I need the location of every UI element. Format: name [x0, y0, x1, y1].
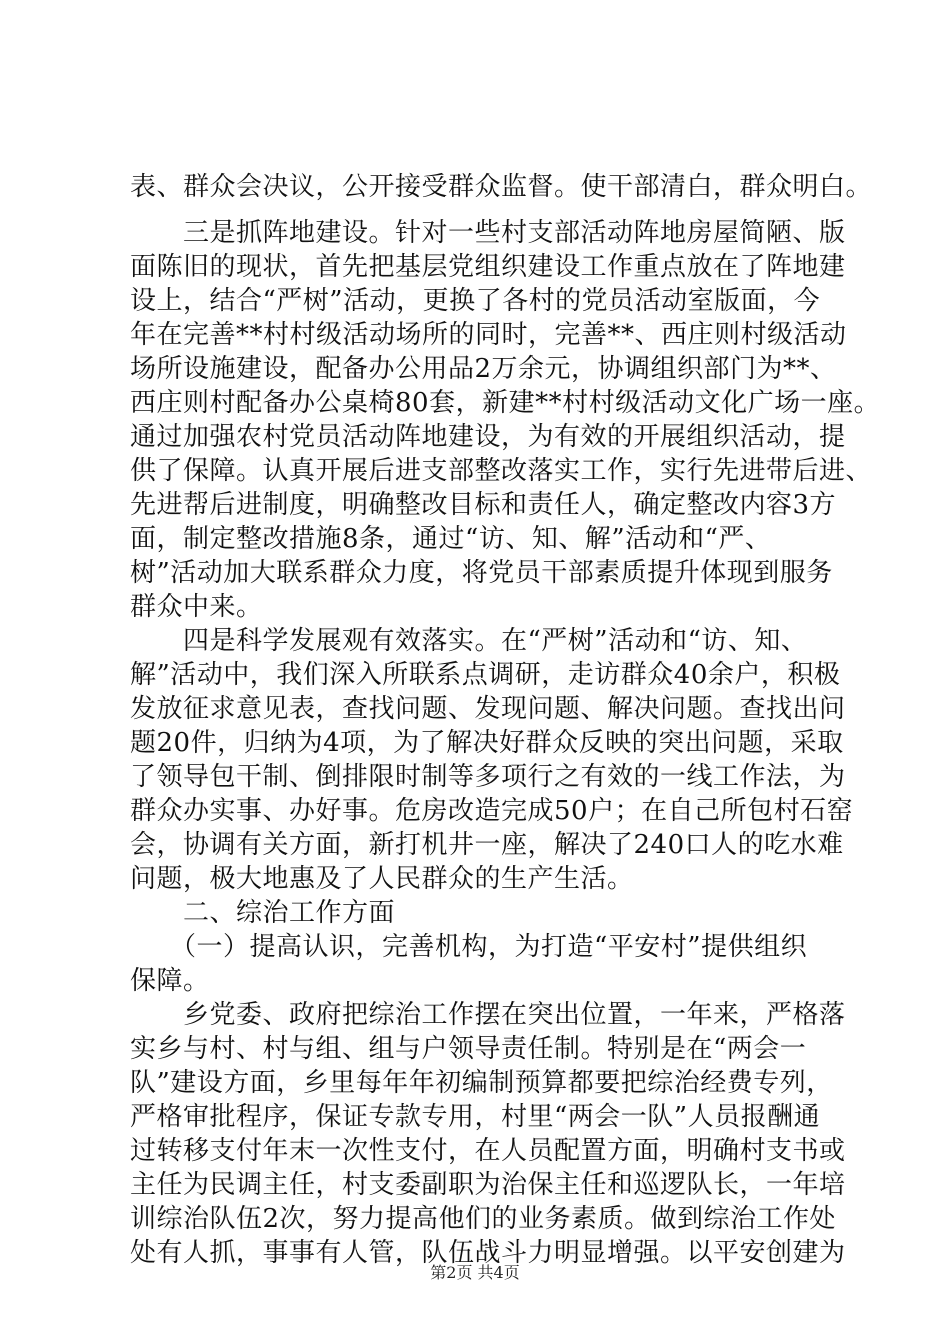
text-line: 供了保障。认真开展后进支部整改落实工作，实行先进带后进、: [130, 456, 873, 486]
text-line: 先进帮后进制度，明确整改目标和责任人，确定整改内容3方: [130, 490, 837, 520]
text-line: 西庄则村配备办公桌椅80套，新建**村村级活动文化广场一座。: [130, 388, 881, 418]
text-line: 过转移支付年末一次性支付，在人员配置方面，明确村支书或: [130, 1136, 846, 1166]
text-line: 严格审批程序，保证专款专用，村里“两会一队”人员报酬通: [130, 1102, 821, 1132]
text-line: 群众办实事、办好事。危房改造完成50户；在自己所包村石窑: [130, 796, 854, 826]
text-line: 保障。: [130, 966, 210, 996]
text-line: 年在完善**村村级活动场所的同时，完善**、西庄则村级活动: [130, 320, 847, 350]
text-line: 解”活动中，我们深入所联系点调研，走访群众40余户，积极: [130, 660, 841, 690]
page-number: 第2页 共4页: [430, 1263, 520, 1282]
text-line: 处有人抓，事事有人管，队伍战斗力明显增强。以平安创建为: [130, 1238, 846, 1268]
text-line: 群众中来。: [130, 592, 263, 622]
subsection-heading: （一）提高认识，完善机构，为打造“平安村”提供组织: [130, 932, 808, 962]
section-heading: 二、综治工作方面: [130, 898, 396, 928]
text-line: 四是科学发展观有效落实。在“严树”活动和“访、知、: [130, 626, 808, 656]
text-line: 发放征求意见表，查找问题、发现问题、解决问题。查找出问: [130, 694, 846, 724]
text-line: 问题，极大地惠及了人民群众的生产生活。: [130, 864, 634, 894]
text-line: 乡党委、政府把综治工作摆在突出位置，一年来，严格落: [130, 1000, 846, 1030]
text-line: 会，协调有关方面，新打机井一座，解决了240口人的吃水难: [130, 830, 844, 860]
text-line: 面陈旧的现状，首先把基层党组织建设工作重点放在了阵地建: [130, 252, 846, 282]
text-line: 树”活动加大联系群众力度，将党员干部素质提升体现到服务: [130, 558, 833, 588]
text-line: 队”建设方面，乡里每年年初编制预算都要把综治经费专列，: [130, 1068, 833, 1098]
text-line: 场所设施建设，配备办公用品2万余元，协调组织部门为**、: [130, 354, 837, 384]
text-line: 三是抓阵地建设。针对一些村支部活动阵地房屋简陋、版: [130, 218, 846, 248]
text-line: 了领导包干制、倒排限时制等多项行之有效的一线工作法，为: [130, 762, 846, 792]
text-line: 面，制定整改措施8条，通过“访、知、解”活动和“严、: [130, 524, 772, 554]
text-line: 实乡与村、村与组、组与户领导责任制。特别是在“两会一: [130, 1034, 807, 1064]
text-line: 主任为民调主任，村支委副职为治保主任和巡逻队长，一年培: [130, 1170, 846, 1200]
text-line: 通过加强农村党员活动阵地建设，为有效的开展组织活动，提: [130, 422, 846, 452]
text-line: 表、群众会决议，公开接受群众监督。使干部清白，群众明白。: [130, 172, 873, 202]
document-body: [130, 170, 881, 1270]
text-line: 训综治队伍2次，努力提高他们的业务素质。做到综治工作处: [130, 1204, 837, 1234]
text-line: 设上，结合“严树”活动，更换了各村的党员活动室版面，今: [130, 286, 821, 316]
text-line: 题20件，归纳为4项，为了解决好群众反映的突出问题，采取: [130, 728, 844, 758]
